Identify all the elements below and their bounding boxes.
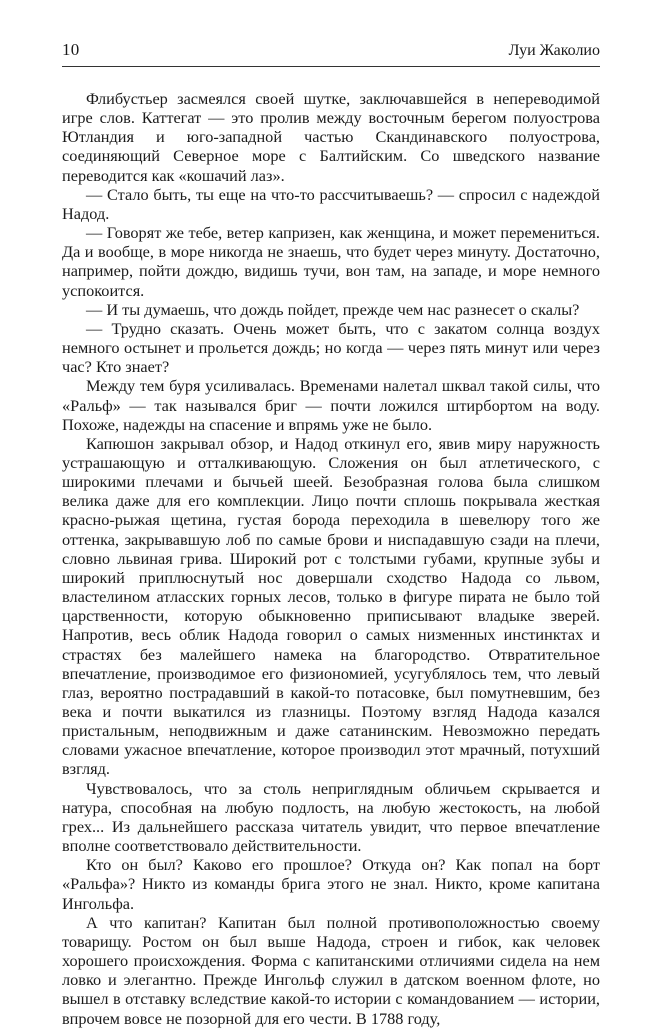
paragraph: Между тем буря усиливалась. Временами налетал шквал такой силы, что «Ральф» — так назывался бриг — почти ложился штирбортом на воду. Похоже, надежды на спасение и впрямь уже не было. bbox=[62, 376, 600, 434]
running-header bbox=[62, 40, 600, 67]
paragraph: А что капитан? Капитан был полной противоположностью своему товарищу. Ростом он был выше Надода, строен и гибок, как человек хорошего происхождения. Форма с капитанскими отличиями сидела на нем ловко и элегантно. Прежде Ингольф служил в датском военном флоте, но вышел в отставку вследствие какой-то истории с командованием — истории, впрочем вовсе не позорной для его чести. В 1788 году, bbox=[62, 912, 600, 1028]
running-head-author: Луи Жаколио bbox=[508, 42, 600, 59]
paragraph: Чувствовалось, что за столь неприглядным обличьем скрывается и натура, способная на любую подлость, на любую жестокость, на любой грех... Из дальнейшего рассказа читатель увидит, что первое впечатление вполне соответствовало действительности. bbox=[62, 778, 600, 856]
paragraph: — Говорят же тебе, ветер капризен, как женщина, и может перемениться. Да и вообще, в море никогда не знаешь, что будет через минуту. Достаточно, например, пойти дождю, видишь тучи, вон там, на западе, и море немного успокоится. bbox=[62, 223, 600, 300]
paragraph: Капюшон закрывал обзор, и Надод откинул его, явив миру наружность устрашающую и отталкивающую. Сложения он был атлетического, с широкими плечами и бычьей шеей. Безобразная голова была слишком велика даже для его комплекции. Лицо почти сплошь покрывала жесткая красно-рыжая щетина, густая борода переходила в шевелюру того же оттенка, закрывавшую лоб по самые брови и ниспадавшую сзади на плечи, словно львиная грива. Широкий рот с толстыми губами, крупные зубы и широкий приплюснутый нос довершали сходство Надода со львом, властелином атласских горных лесов, только в фигуре пирата не было той царственности, которую обыкновенно приписывают владыке зверей. Напротив, весь облик Надода говорил о самых низменных инстинктах и страстях без малейшего намека на благородство. Отвратительное впечатление, производимое его физиономией, усугублялось тем, что левый глаз, вероятно пострадавший в какой-то потасовке, был помутневшим, без века и почти выкатился из глазницы. Поэтому взгляд Надода казался пристальным, неподвижным и даже сатанинским. Невозможно передать словами ужасное впечатление, которое производил этот мрачный, потухший взгляд. bbox=[62, 433, 600, 779]
paragraph: — Стало быть, ты еще на что-то рассчитываешь? — спросил с надеждой Надод. bbox=[62, 184, 600, 223]
paragraph: — И ты думаешь, что дождь пойдет, прежде чем нас разнесет о скалы? bbox=[86, 299, 580, 319]
book-page bbox=[62, 40, 600, 1028]
page-number: 10 bbox=[62, 40, 80, 59]
paragraph: Флибустьер засмеялся своей шутке, заключавшейся в непереводимой игре слов. Каттегат — это пролив между восточным берегом полуострова Ютландия и юго-западной частью Скандинавского полуострова, соединяющий Северное море с Балтийским. Со шведского название переводится как «кошачий лаз». bbox=[62, 89, 600, 185]
paragraph: — Трудно сказать. Очень может быть, что с закатом солнца воздух немного остынет и прольется дождь; но когда — через пять минут или через час? Кто знает? bbox=[62, 318, 600, 377]
body-text bbox=[62, 89, 600, 1028]
paragraph: Кто он был? Каково его прошлое? Откуда он? Как попал на борт «Ральфа»? Никто из команды брига этого не знал. Никто, кроме капитана Ингольфа. bbox=[62, 855, 600, 913]
